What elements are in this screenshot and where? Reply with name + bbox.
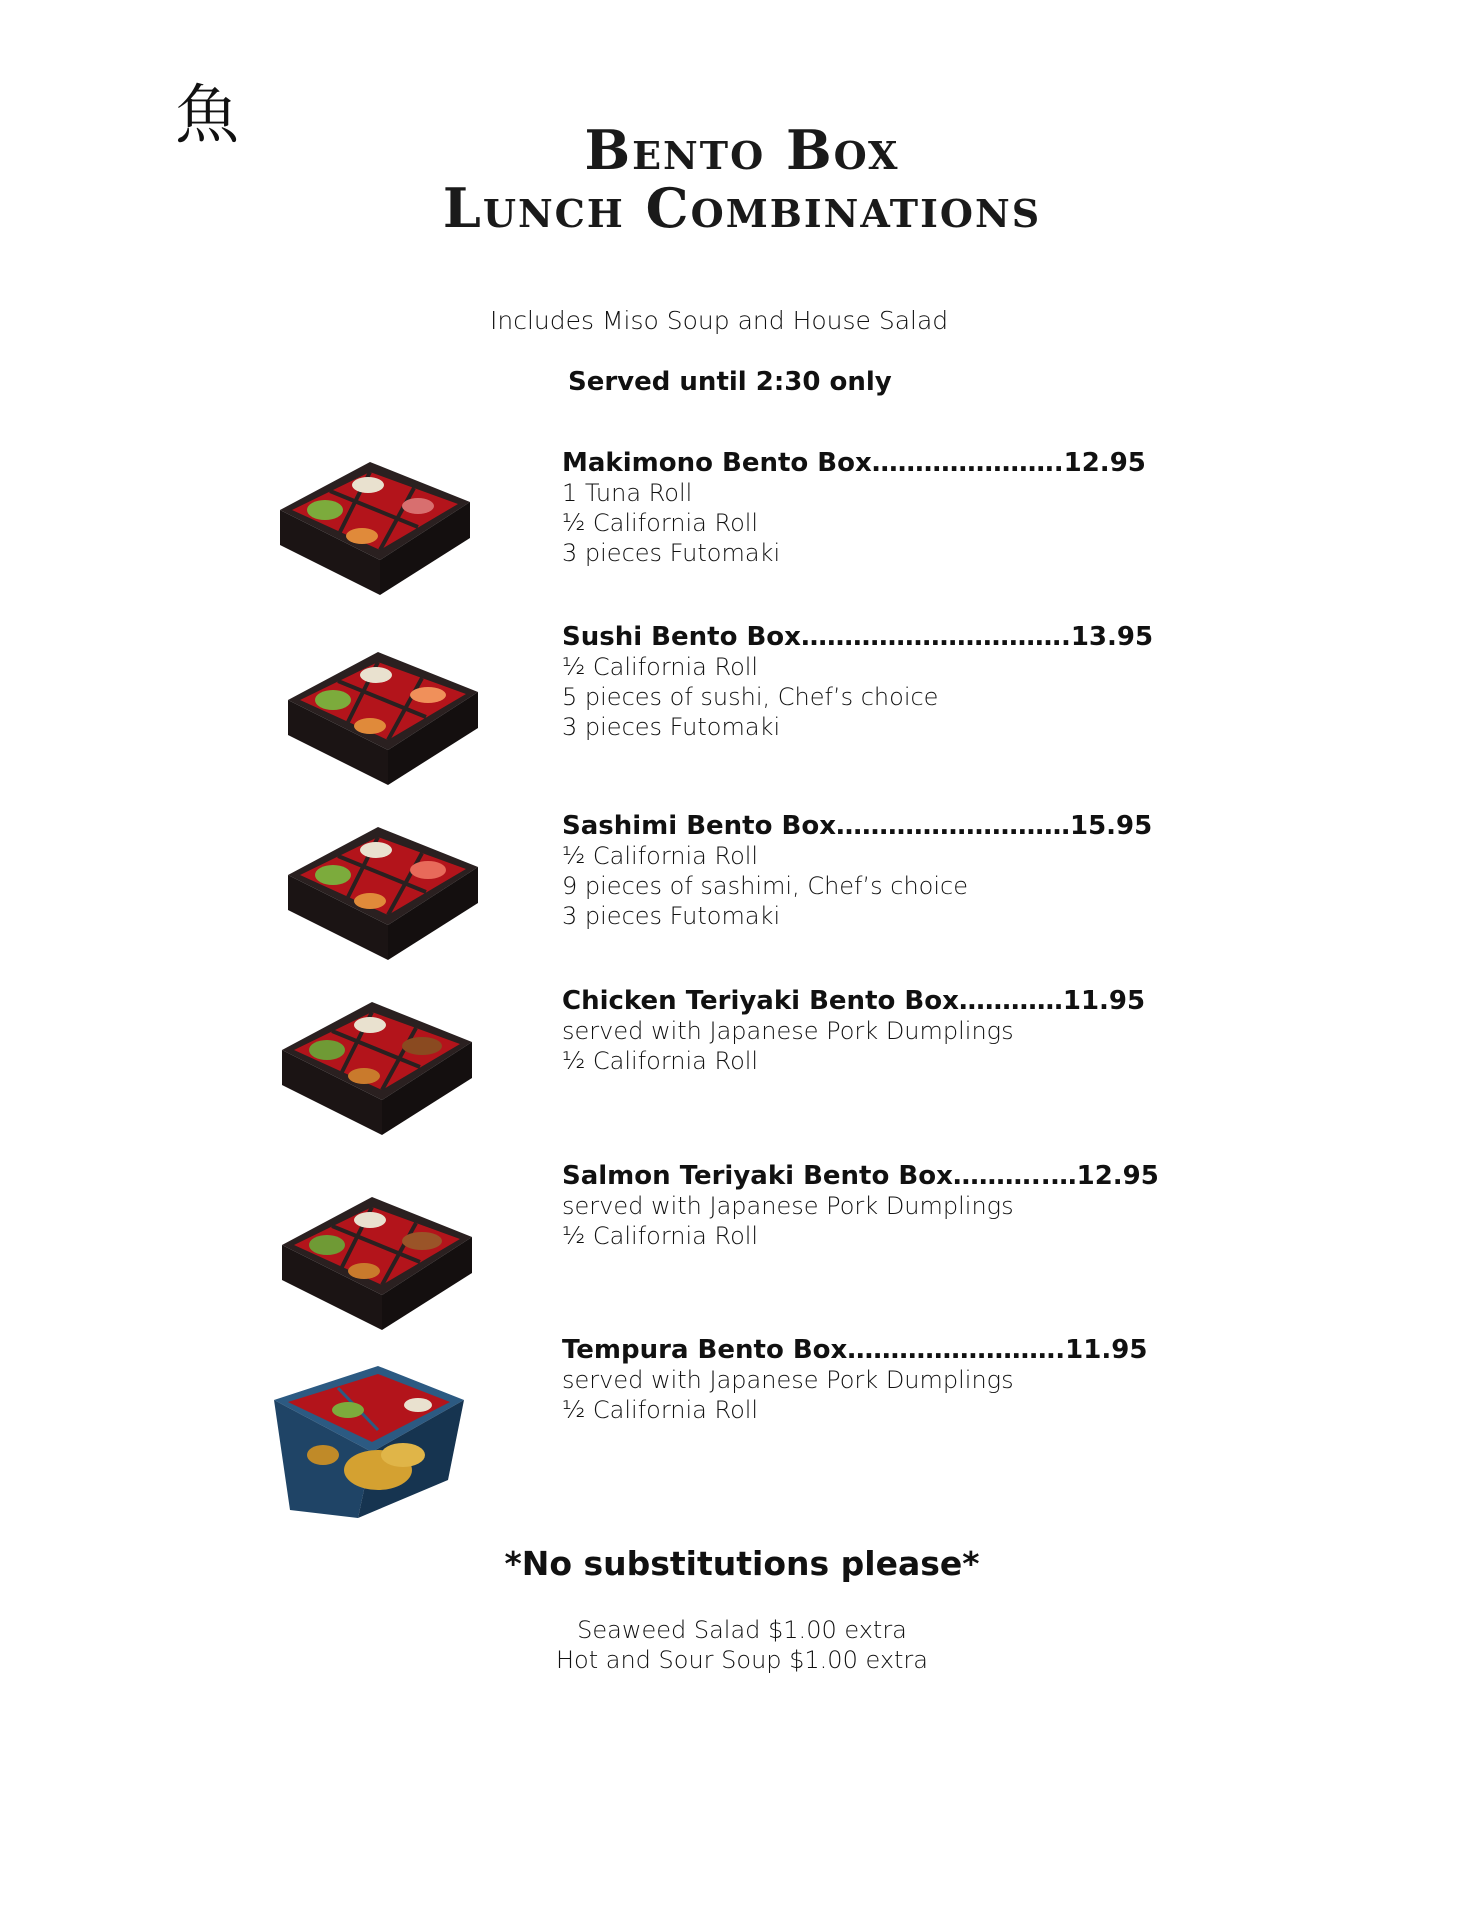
menu-item-line: 1 Tuna Roll — [562, 479, 693, 507]
menu-item-sashimi — [562, 811, 1153, 931]
served-until-note: Served until 2:30 only — [568, 367, 892, 397]
menu-item-heading: Chicken Teriyaki Bento Box…………11.95 — [562, 986, 1146, 1016]
chicken-teriyaki-bento-image — [272, 990, 482, 1140]
includes-note: Includes Miso Soup and House Salad — [490, 306, 949, 335]
salmon-teriyaki-bento-image — [272, 1185, 482, 1335]
menu-item-makimono — [562, 448, 1146, 568]
sushi-bento-image — [278, 640, 488, 790]
fish-kanji-logo: 魚 — [175, 79, 239, 153]
menu-item-line: 3 pieces Futomaki — [562, 713, 781, 741]
menu-item-line: served with Japanese Pork Dumplings — [562, 1017, 1014, 1045]
menu-item-line: 3 pieces Futomaki — [562, 539, 781, 567]
menu-item-line: served with Japanese Pork Dumplings — [562, 1192, 1014, 1220]
menu-item-heading: Makimono Bento Box………………….12.95 — [562, 448, 1146, 478]
menu-item-tempura — [562, 1335, 1148, 1425]
menu-title-line1: Bento Box — [584, 118, 900, 182]
menu-item-line: ½ California Roll — [562, 842, 759, 870]
sashimi-bento-image — [278, 815, 488, 965]
menu-item-heading: Sashimi Bento Box………………………15.95 — [562, 811, 1153, 841]
menu-item-line: ½ California Roll — [562, 509, 759, 537]
menu-item-line: ½ California Roll — [562, 653, 759, 681]
menu-item-sushi — [562, 622, 1154, 742]
menu-item-heading: Salmon Teriyaki Bento Box………..…12.95 — [562, 1161, 1159, 1191]
menu-item-line: 9 pieces of sashimi, Chef’s choice — [562, 872, 968, 900]
menu-item-heading: Tempura Bento Box…………………….11.95 — [562, 1335, 1148, 1365]
menu-item-chicken-teriyaki — [562, 986, 1146, 1076]
menu-item-line: ½ California Roll — [562, 1396, 759, 1424]
extra-hot-sour-soup: Hot and Sour Soup $1.00 extra — [555, 1646, 929, 1674]
menu-item-line: served with Japanese Pork Dumplings — [562, 1366, 1014, 1394]
menu-item-salmon-teriyaki — [562, 1161, 1159, 1251]
menu-item-heading: Sushi Bento Box………………………….13.95 — [562, 622, 1154, 652]
menu-item-line: ½ California Roll — [562, 1047, 759, 1075]
makimono-bento-image — [270, 450, 480, 600]
tempura-bento-image — [268, 1360, 468, 1520]
menu-title-line2: Lunch Combinations — [442, 176, 1042, 240]
menu-item-line: 3 pieces Futomaki — [562, 902, 781, 930]
no-substitutions-note: *No substitutions please* — [504, 1544, 980, 1583]
extra-seaweed-salad: Seaweed Salad $1.00 extra — [577, 1616, 907, 1644]
menu-item-line: 5 pieces of sushi, Chef’s choice — [562, 683, 939, 711]
menu-item-line: ½ California Roll — [562, 1222, 759, 1250]
